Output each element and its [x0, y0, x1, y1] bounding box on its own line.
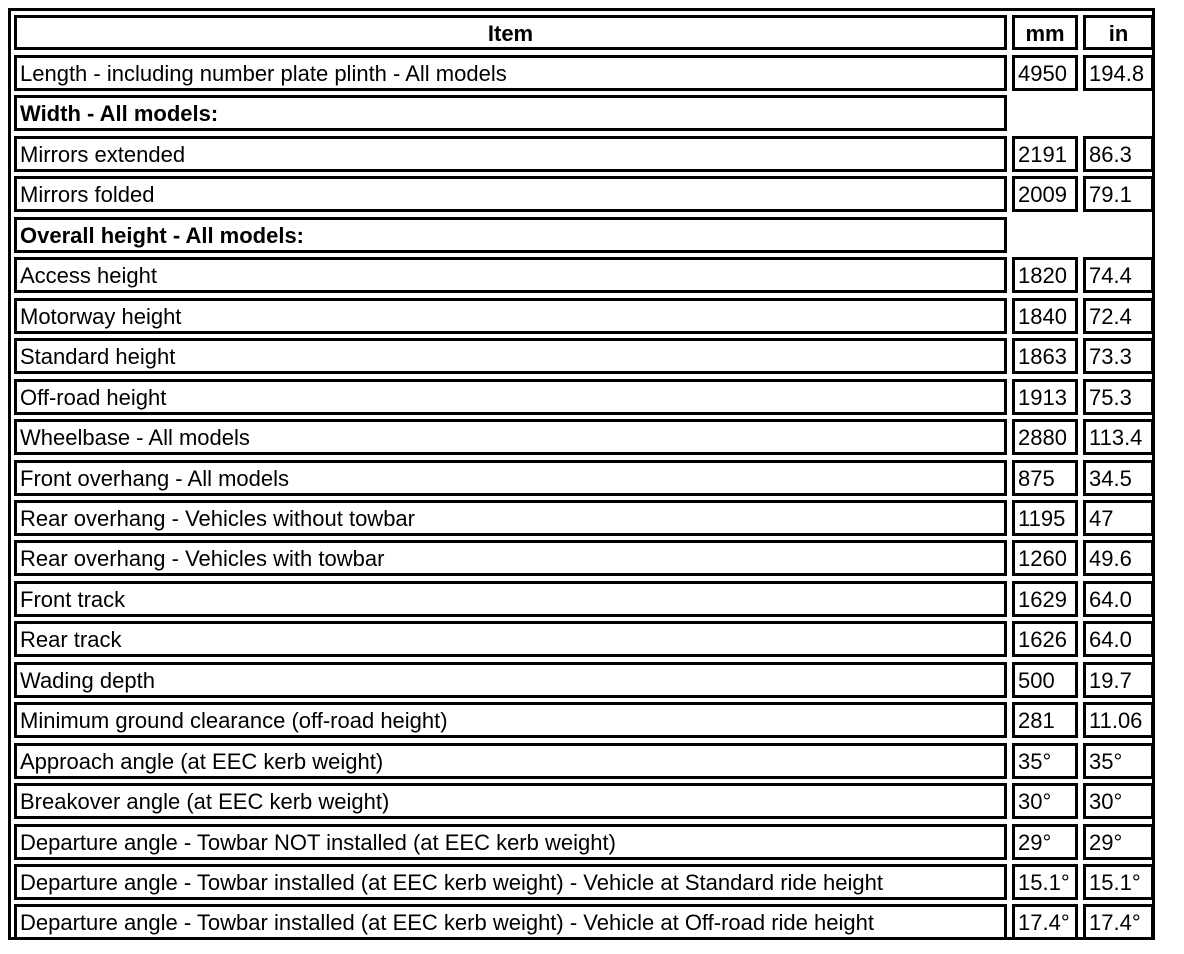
- row-mm-value: 15.1°: [1012, 864, 1078, 900]
- row-mm-value: 1626: [1012, 621, 1078, 657]
- row-mm-value: 30°: [1012, 783, 1078, 819]
- row-mm-value: 1840: [1012, 298, 1078, 334]
- row-mm-value: 35°: [1012, 743, 1078, 779]
- row-item-label: Access height: [14, 257, 1007, 293]
- row-item-label: Off-road height: [14, 379, 1007, 415]
- row-mm-value: 4950: [1012, 55, 1078, 91]
- row-item-label: Front track: [14, 581, 1007, 617]
- row-in-value: 34.5: [1083, 460, 1154, 496]
- row-mm-value: 2191: [1012, 136, 1078, 172]
- section-heading: Overall height - All models:: [14, 217, 1007, 253]
- row-item-label: Mirrors folded: [14, 176, 1007, 212]
- row-in-value: 19.7: [1083, 662, 1154, 698]
- row-in-value: 47: [1083, 500, 1154, 536]
- row-in-value: 74.4: [1083, 257, 1154, 293]
- row-in-value: 29°: [1083, 824, 1154, 860]
- row-item-label: Departure angle - Towbar NOT installed (at EEC kerb weight): [14, 824, 1007, 860]
- row-item-label: Rear overhang - Vehicles without towbar: [14, 500, 1007, 536]
- row-mm-value: 1913: [1012, 379, 1078, 415]
- row-item-label: Length - including number plate plinth - All models: [14, 55, 1007, 91]
- row-in-value: 30°: [1083, 783, 1154, 819]
- header-in: in: [1083, 15, 1154, 50]
- row-mm-value: 1195: [1012, 500, 1078, 536]
- row-item-label: Motorway height: [14, 298, 1007, 334]
- row-item-label: Standard height: [14, 338, 1007, 374]
- row-in-value: 64.0: [1083, 581, 1154, 617]
- header-item: Item: [14, 15, 1007, 50]
- row-in-value: 17.4°: [1083, 904, 1154, 940]
- row-mm-value: 1629: [1012, 581, 1078, 617]
- row-mm-value: 2009: [1012, 176, 1078, 212]
- row-item-label: Minimum ground clearance (off-road height): [14, 702, 1007, 738]
- row-item-label: Approach angle (at EEC kerb weight): [14, 743, 1007, 779]
- row-mm-value: 875: [1012, 460, 1078, 496]
- row-item-label: Mirrors extended: [14, 136, 1007, 172]
- row-in-value: 73.3: [1083, 338, 1154, 374]
- row-mm-value: 281: [1012, 702, 1078, 738]
- row-in-value: 75.3: [1083, 379, 1154, 415]
- row-item-label: Rear track: [14, 621, 1007, 657]
- row-in-value: 194.8: [1083, 55, 1154, 91]
- row-mm-value: 1260: [1012, 540, 1078, 576]
- row-in-value: 64.0: [1083, 621, 1154, 657]
- row-in-value: 86.3: [1083, 136, 1154, 172]
- row-mm-value: 1820: [1012, 257, 1078, 293]
- row-item-label: Departure angle - Towbar installed (at EEC kerb weight) - Vehicle at Standard ride height: [14, 864, 1007, 900]
- row-in-value: 49.6: [1083, 540, 1154, 576]
- row-in-value: 72.4: [1083, 298, 1154, 334]
- row-item-label: Rear overhang - Vehicles with towbar: [14, 540, 1007, 576]
- row-in-value: 113.4: [1083, 419, 1154, 455]
- row-mm-value: 29°: [1012, 824, 1078, 860]
- row-in-value: 15.1°: [1083, 864, 1154, 900]
- row-mm-value: 17.4°: [1012, 904, 1078, 940]
- row-item-label: Wheelbase - All models: [14, 419, 1007, 455]
- row-in-value: 11.06: [1083, 702, 1154, 738]
- row-in-value: 79.1: [1083, 176, 1154, 212]
- header-mm: mm: [1012, 15, 1078, 50]
- row-item-label: Front overhang - All models: [14, 460, 1007, 496]
- row-item-label: Departure angle - Towbar installed (at EEC kerb weight) - Vehicle at Off-road ride height: [14, 904, 1007, 940]
- row-mm-value: 2880: [1012, 419, 1078, 455]
- section-heading: Width - All models:: [14, 95, 1007, 131]
- row-item-label: Breakover angle (at EEC kerb weight): [14, 783, 1007, 819]
- row-item-label: Wading depth: [14, 662, 1007, 698]
- row-mm-value: 500: [1012, 662, 1078, 698]
- row-in-value: 35°: [1083, 743, 1154, 779]
- row-mm-value: 1863: [1012, 338, 1078, 374]
